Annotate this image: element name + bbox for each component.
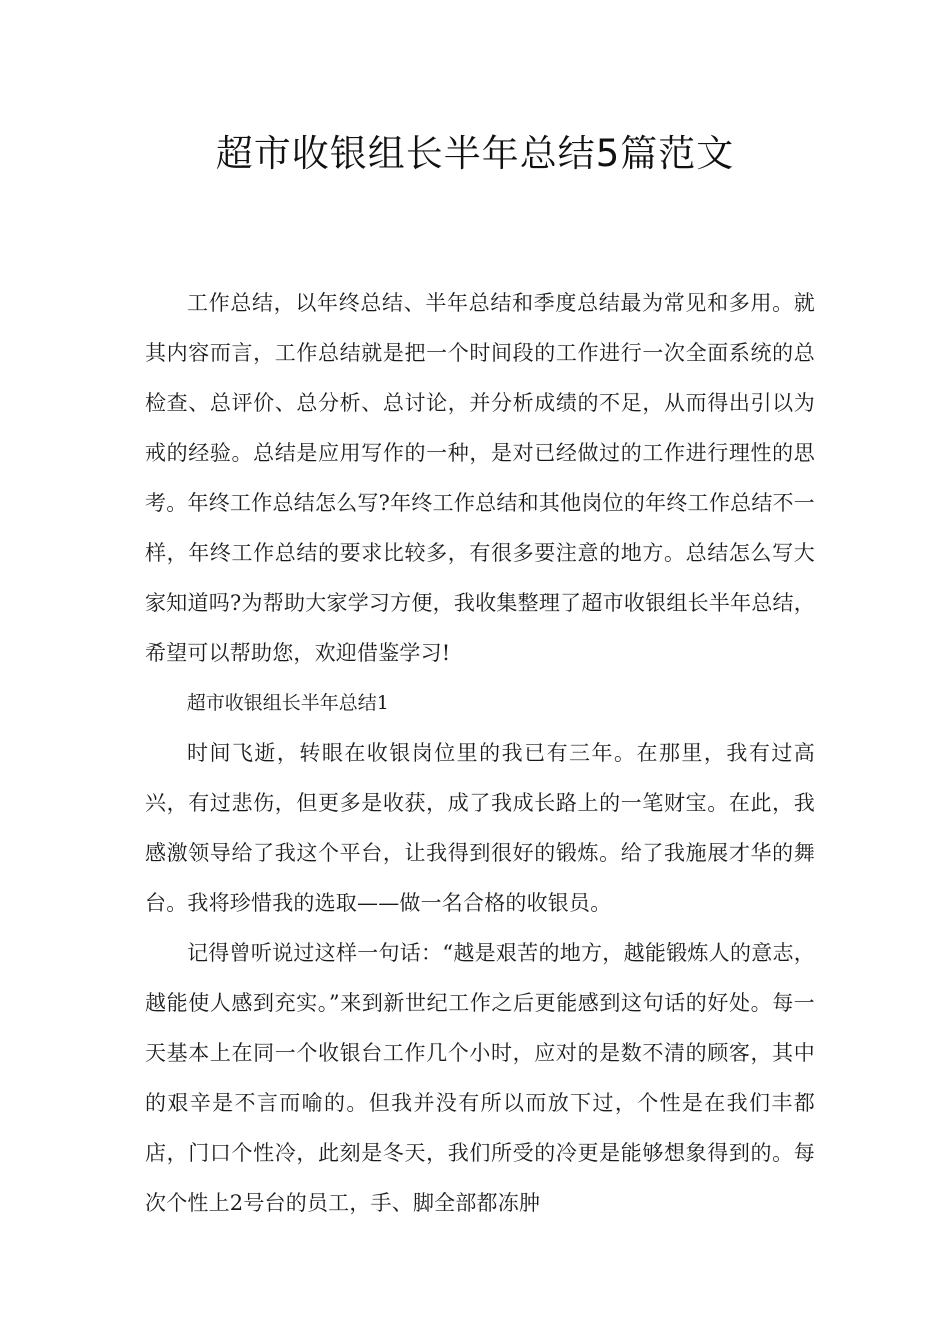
document-title: 超市收银组长半年总结5篇范文 xyxy=(215,132,735,175)
intro-paragraph: 工作总结，以年终总结、半年总结和季度总结最为常见和多用。就其内容而言，工作总结就是把一个时间段的工作进行一次全面系统的总检查、总评价、总分析、总讨论，并分析成绩的不足，从而得出引以为戒的经验。总结是应用写作的一种，是对已经做过的工作进行理性的思考。年终工作总结怎么写?年终工作总结和其他岗位的年终工作总结不一样，年终工作总结的要求比较多，有很多要注意的地方。总结怎么写大家知道吗?为帮助大家学习方便，我收集整理了超市收银组长半年总结，希望可以帮助您，欢迎借鉴学习! xyxy=(145,291,815,665)
section-paragraph-2: 记得曾听说过这样一句话：“越是艰苦的地方，越能锻炼人的意志，越能使人感到充实。”来到新世纪工作之后更能感到这句话的好处。每一天基本上在同一个收银台工作几个小时，应对的是数不清的顾客，其中的艰辛是不言而喻的。但我并没有所以而放下过，个性是在我们丰都店，门口个性冷，此刻是冬天，我们所受的冷更是能够想象得到的。每次个性上2号台的员工，手、脚全部都冻肿 xyxy=(145,941,815,1215)
section-heading: 超市收银组长半年总结1 xyxy=(186,692,389,714)
section-paragraph-1: 时间飞逝，转眼在收银岗位里的我已有三年。在那里，我有过高兴，有过悲伤，但更多是收获，成了我成长路上的一笔财宝。在此，我感激领导给了我这个平台，让我得到很好的锻炼。给了我施展才华的舞台。我将珍惜我的选取——做一名合格的收银员。 xyxy=(145,741,815,915)
document-body xyxy=(145,278,815,1228)
